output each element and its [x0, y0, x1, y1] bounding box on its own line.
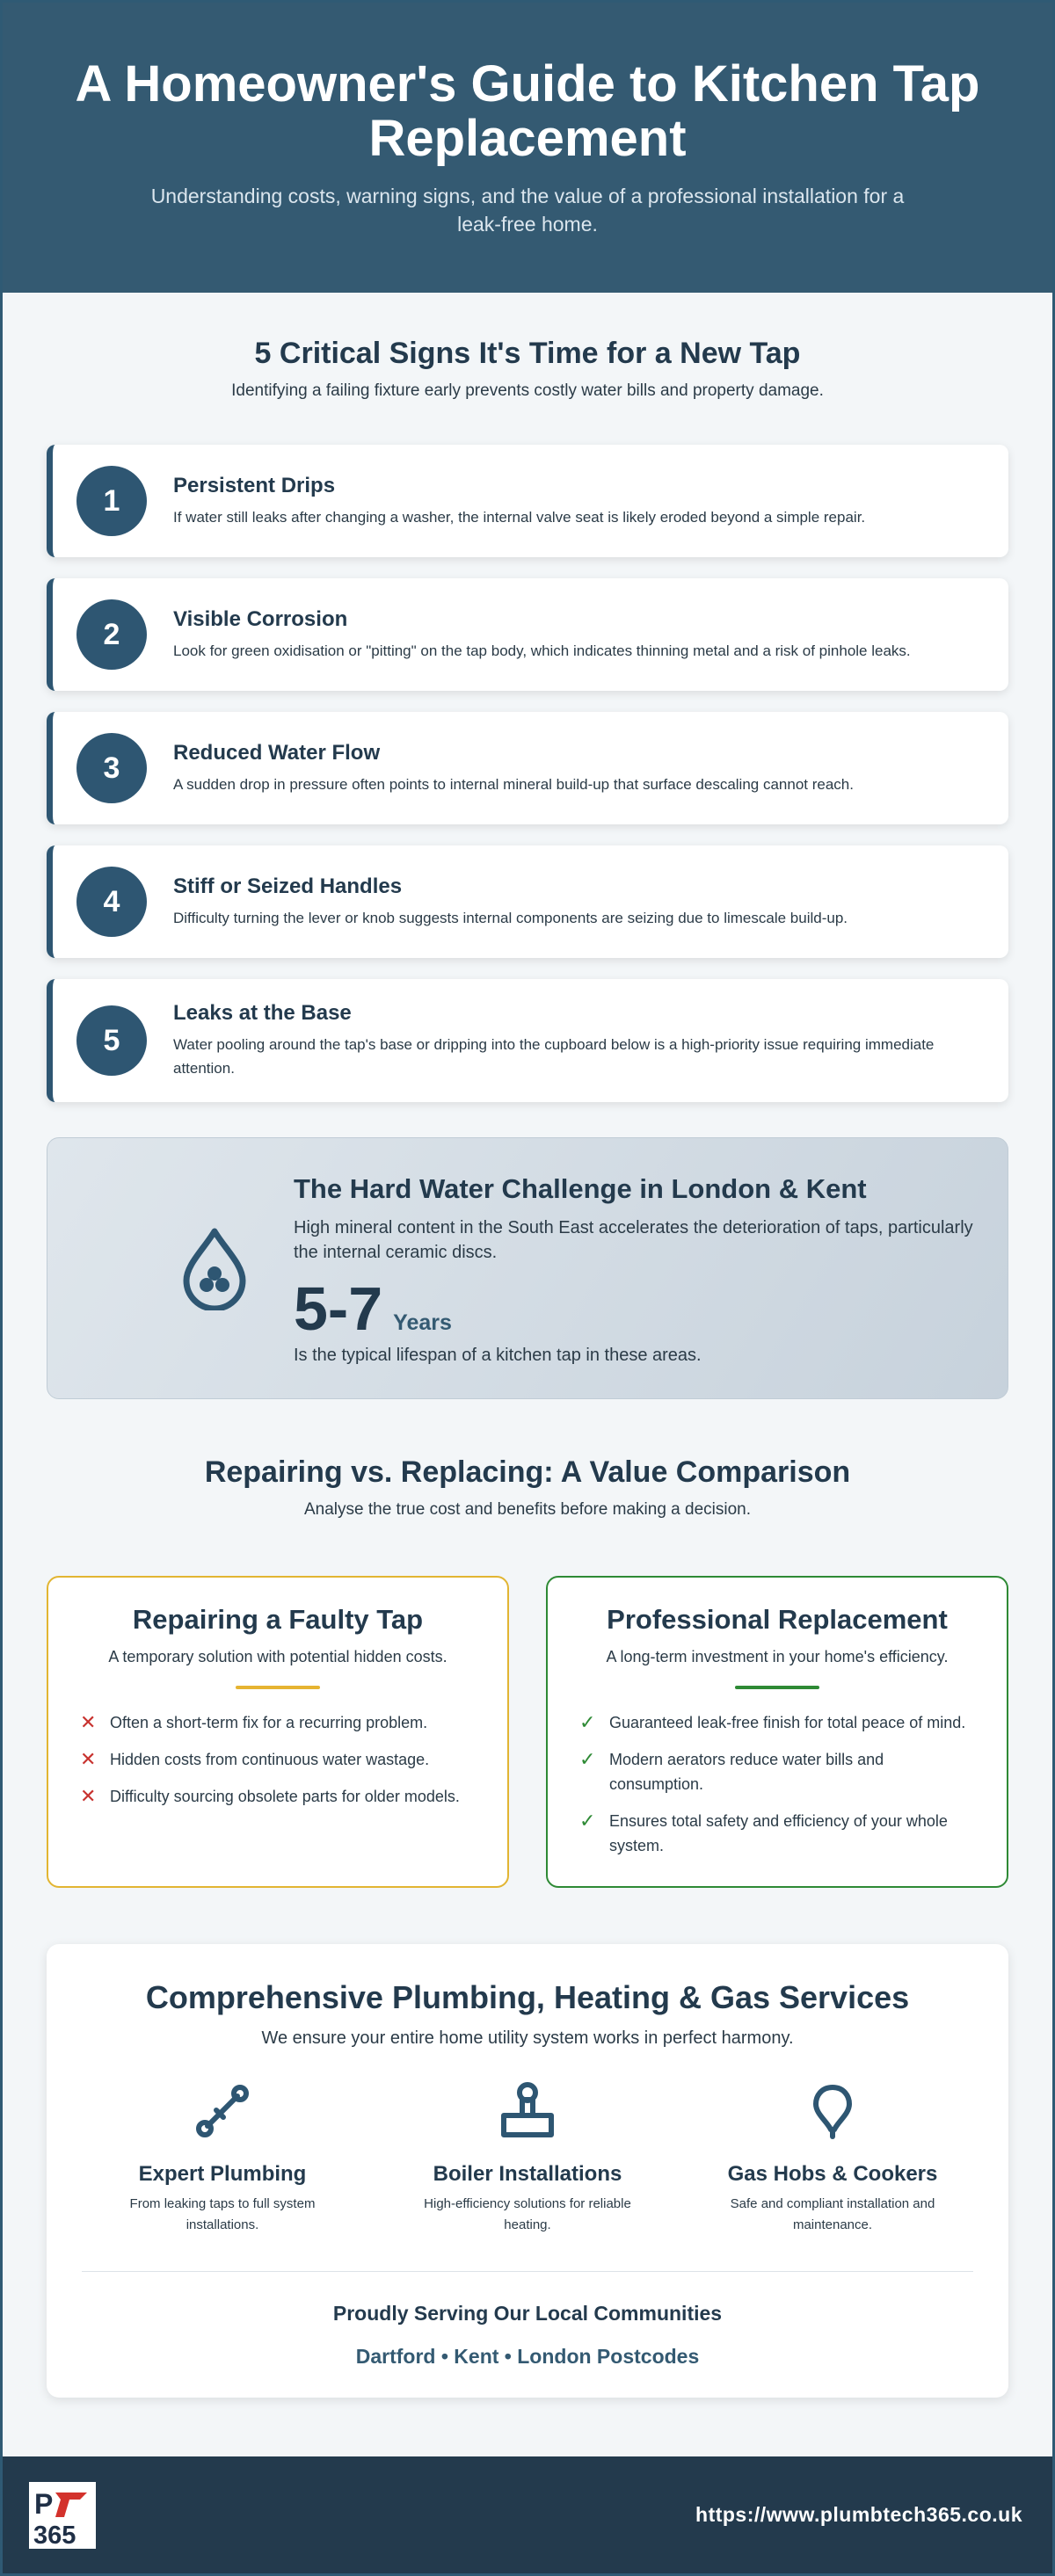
service-areas: Dartford • Kent • London Postcodes [355, 2345, 700, 2368]
sign-card [47, 578, 1008, 691]
comparison-section [3, 1399, 1052, 1888]
signs-title: 5 Critical Signs It's Time for a New Tap [254, 337, 801, 370]
boiler-icon [497, 2080, 558, 2142]
sign-title: Leaks at the Base [173, 1001, 352, 1025]
service-item [82, 2080, 363, 2236]
sign-title: Reduced Water Flow [173, 740, 381, 765]
service-title: Gas Hobs & Cookers [727, 2162, 938, 2186]
service-title: Expert Plumbing [138, 2162, 307, 2186]
sign-text: Difficulty turning the lever or knob suggests internal components are seizing due to limescale build-up. [173, 909, 848, 926]
repair-point: ✕ Difficulty sourcing obsolete parts for older models. [80, 1785, 460, 1807]
sign-card [47, 979, 1008, 1102]
sign-title: Visible Corrosion [173, 606, 348, 631]
repair-title: Repairing a Faulty Tap [132, 1604, 424, 1635]
signs-subtitle: Identifying a failing fixture early prevents costly water bills and property damage. [231, 381, 824, 400]
replace-point: ✓ Ensures total safety and efficiency of your whole system. [579, 1810, 948, 1854]
sign-title: Stiff or Seized Handles [173, 874, 403, 898]
hard-water-title: The Hard Water Challenge in London & Kent [294, 1173, 867, 1204]
sign-text: A sudden drop in pressure often points to internal mineral build-up that surface descaling cannot reach. [173, 775, 854, 793]
cross-icon: ✕ [80, 1748, 97, 1770]
sign-title: Persistent Drips [173, 473, 336, 497]
service-text: From leaking taps to full system installations. [129, 2196, 316, 2232]
services-title: Comprehensive Plumbing, Heating & Gas Services [145, 1979, 910, 2015]
repair-card [47, 1576, 509, 1888]
comparison-subtitle: Analyse the true cost and benefits before making a decision. [303, 1500, 752, 1519]
sign-number: 1 [76, 466, 147, 536]
hard-water-description: High mineral content in the South East accelerates the deterioration of taps, particularly the internal ceramic discs. [294, 1218, 973, 1262]
replace-point: ✓ Modern aerators reduce water bills and consumption. [579, 1748, 884, 1793]
replace-subtitle: A long-term investment in your home's efficiency. [606, 1648, 949, 1665]
services-divider [82, 2271, 973, 2272]
lifespan-value: 5-7 [294, 1274, 383, 1343]
cross-icon: ✕ [80, 1711, 97, 1733]
sign-card [47, 712, 1008, 824]
repair-divider [236, 1686, 320, 1689]
sign-text: Look for green oxidisation or "pitting" on the tap body, which indicates thinning metal and a risk of pinhole leaks. [173, 642, 911, 659]
signs-list [47, 445, 1008, 1102]
service-title: Boiler Installations [433, 2162, 622, 2186]
services-panel [47, 1944, 1008, 2398]
service-text: High-efficiency solutions for reliable heating. [424, 2196, 631, 2232]
lifespan-unit: Years [393, 1310, 452, 1335]
service-item [692, 2080, 973, 2236]
hard-water-panel [47, 1137, 1008, 1399]
sign-text: If water still leaks after changing a washer, the internal valve seat is likely eroded beyond a simple repair. [173, 508, 866, 526]
svg-text:365: 365 [33, 2521, 76, 2549]
wrench-icon [192, 2080, 253, 2142]
page-subtitle: Understanding costs, warning signs, and the value of a professional installation for a leak-free home. [150, 185, 905, 236]
check-icon: ✓ [579, 1748, 596, 1770]
replace-title: Professional Replacement [607, 1604, 948, 1635]
sign-card [47, 445, 1008, 557]
lifespan-note: Is the typical lifespan of a kitchen tap in these areas. [294, 1346, 702, 1365]
lifespan-stat [294, 1274, 979, 1343]
repair-point: ✕ Hidden costs from continuous water wastage. [80, 1748, 430, 1770]
services-subtitle: We ensure your entire home utility system works in perfect harmony. [261, 2028, 794, 2048]
gas-flame-icon [802, 2080, 863, 2142]
cross-icon: ✕ [80, 1785, 97, 1807]
sign-card [47, 845, 1008, 958]
replace-point: ✓ Guaranteed leak-free finish for total peace of mind. [579, 1711, 966, 1733]
sign-number: 5 [76, 1005, 147, 1076]
signs-section [3, 293, 1052, 1102]
sign-number: 2 [76, 599, 147, 670]
sign-number: 4 [76, 867, 147, 937]
repair-subtitle: A temporary solution with potential hidden costs. [108, 1648, 447, 1665]
replace-divider [735, 1686, 819, 1689]
service-item [387, 2080, 668, 2236]
sign-text: Water pooling around the tap's base or dripping into the cupboard below is a high-priority issue requiring immediate attention. [173, 1036, 935, 1077]
sign-number: 3 [76, 733, 147, 803]
check-icon: ✓ [579, 1711, 596, 1733]
check-icon: ✓ [579, 1810, 596, 1832]
replace-card [546, 1576, 1008, 1888]
service-text: Safe and compliant installation and maintenance. [730, 2196, 935, 2232]
website-url[interactable]: https://www.plumbtech365.co.uk [695, 2503, 1022, 2526]
svg-text:P: P [34, 2487, 54, 2520]
plumbtech-logo [29, 2482, 96, 2549]
comparison-title: Repairing vs. Replacing: A Value Comparison [204, 1455, 851, 1489]
repair-point: ✕ Often a short-term fix for a recurring problem. [80, 1711, 428, 1733]
footer [3, 2456, 1052, 2573]
service-areas-title: Proudly Serving Our Local Communities [332, 2302, 723, 2325]
page-title: A Homeowner's Guide to Kitchen Tap Replacement [75, 55, 980, 167]
water-drop-icon [179, 1226, 250, 1310]
hero-header [3, 3, 1052, 293]
